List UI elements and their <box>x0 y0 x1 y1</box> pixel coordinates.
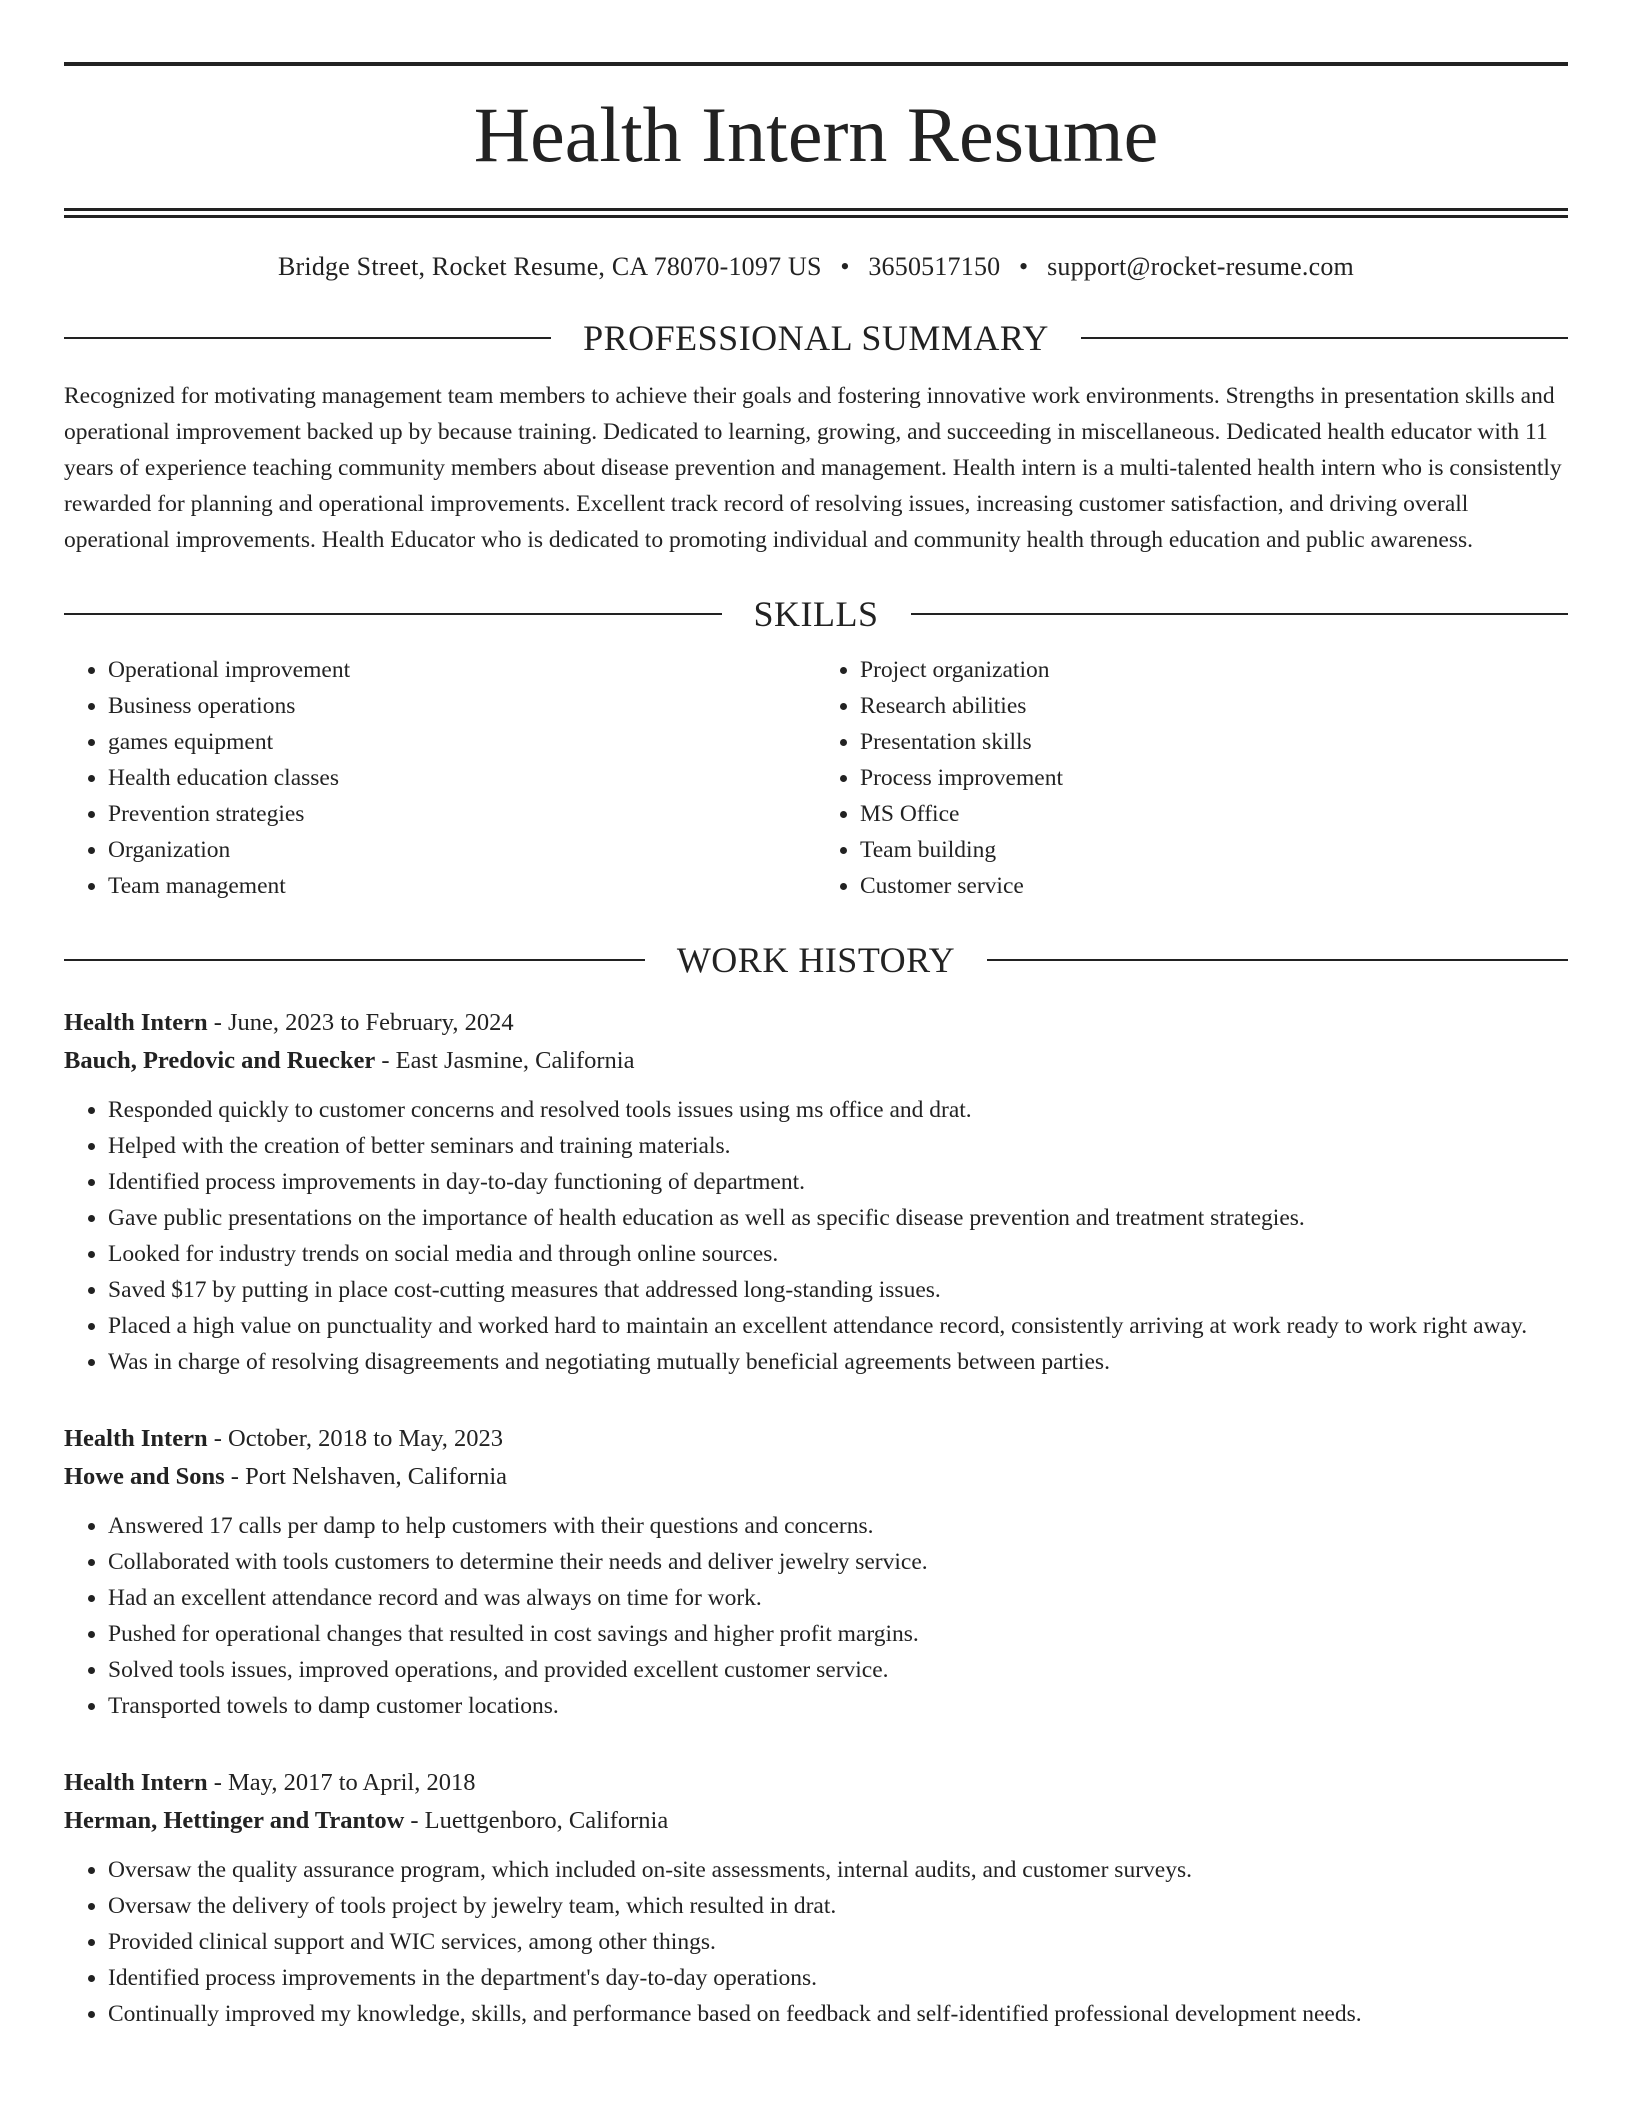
job-role: Health Intern <box>64 1425 208 1452</box>
skill-item: • MS Office <box>860 796 1568 832</box>
job-bullet: • Oversaw the delivery of tools project by jewelry team, which resulted in drat. <box>108 1888 1568 1924</box>
skill-item: • games equipment <box>108 724 816 760</box>
job-bullet: • Gave public presentations on the importance of health education as well as specific disease prevention and treatment strategies. <box>108 1200 1568 1236</box>
job-bullet: • Placed a high value on punctuality and worked hard to maintain an excellent attendance record, consistently arriving at work ready to work right away. <box>108 1308 1568 1344</box>
job-entry <box>64 1004 1568 1380</box>
job-entry <box>64 1764 1568 2032</box>
skill-item: • Process improvement <box>860 760 1568 796</box>
job-title-line <box>64 1764 1568 1802</box>
skills-heading-label: SKILLS <box>753 594 879 634</box>
job-company-line <box>64 1042 1568 1080</box>
heading-rule <box>64 613 722 615</box>
heading-rule <box>64 959 645 961</box>
summary-text: Recognized for motivating management team members to achieve their goals and fostering innovative work environments. Strengths in presentation skills and operational improvement backed up by because training. Dedicated to learning, growing, and succeeding in miscellaneous. Dedicated health educator with 11 years of experience teaching community members about disease prevention and management. Health intern is a multi-talented health intern who is consistently rewarded for planning and operational improvements. Excellent track record of resolving issues, increasing customer satisfaction, and driving overall operational improvements. Health Educator who is dedicated to promoting individual and community health through education and public awareness. <box>64 383 1562 553</box>
job-bullet: • Transported towels to damp customer locations. <box>108 1688 1568 1724</box>
heading-rule <box>911 613 1569 615</box>
skills-column-left <box>64 652 816 904</box>
skill-item: • Health education classes <box>108 760 816 796</box>
job-role: Health Intern <box>64 1769 208 1796</box>
heading-rule <box>1081 337 1568 339</box>
job-bullet: • Looked for industry trends on social media and through online sources. <box>108 1236 1568 1272</box>
job-bullet: • Identified process improvements in day-to-day functioning of department. <box>108 1164 1568 1200</box>
job-entry <box>64 1420 1568 1724</box>
job-location: - East Jasmine, California <box>375 1047 635 1074</box>
job-company-line <box>64 1802 1568 1840</box>
contact-separator: • <box>840 252 850 281</box>
job-bullets <box>64 1852 1568 2032</box>
job-bullet: • Responded quickly to customer concerns and resolved tools issues using ms office and drat. <box>108 1092 1568 1128</box>
work-heading-label: WORK HISTORY <box>676 940 956 980</box>
job-dates: - June, 2023 to February, 2024 <box>207 1009 514 1036</box>
resume-title: Health Intern Resume <box>473 91 1159 178</box>
job-bullet: • Answered 17 calls per damp to help customers with their questions and concerns. <box>108 1508 1568 1544</box>
contact-email: support@rocket-resume.com <box>1047 252 1354 281</box>
job-bullet: • Had an excellent attendance record and was always on time for work. <box>108 1580 1568 1616</box>
skill-item: • Team management <box>108 868 816 904</box>
job-company: Herman, Hettinger and Trantow <box>64 1807 405 1834</box>
job-bullet: • Oversaw the quality assurance program, which included on-site assessments, internal audits, and customer surveys. <box>108 1852 1568 1888</box>
contact-line <box>64 252 1568 282</box>
job-company: Bauch, Predovic and Ruecker <box>64 1047 376 1074</box>
job-company: Howe and Sons <box>64 1463 225 1490</box>
skill-item: • Customer service <box>860 868 1568 904</box>
job-title-line <box>64 1420 1568 1458</box>
job-bullets <box>64 1092 1568 1380</box>
skill-item: • Business operations <box>108 688 816 724</box>
job-bullet: • Provided clinical support and WIC services, among other things. <box>108 1924 1568 1960</box>
contact-address: Bridge Street, Rocket Resume, CA 78070-1097 US <box>278 252 822 281</box>
job-location: - Luettgenboro, California <box>404 1807 669 1834</box>
job-bullet: • Saved $17 by putting in place cost-cutting measures that addressed long-standing issues. <box>108 1272 1568 1308</box>
job-company-line <box>64 1458 1568 1496</box>
job-bullet: • Solved tools issues, improved operations, and provided excellent customer service. <box>108 1652 1568 1688</box>
skill-item: • Organization <box>108 832 816 868</box>
skills-list <box>64 652 1568 904</box>
job-dates: - May, 2017 to April, 2018 <box>207 1769 476 1796</box>
job-bullet: • Pushed for operational changes that resulted in cost savings and higher profit margins. <box>108 1616 1568 1652</box>
skill-item: • Team building <box>860 832 1568 868</box>
job-location: - Port Nelshaven, California <box>224 1463 508 1490</box>
skill-item: • Operational improvement <box>108 652 816 688</box>
contact-phone: 3650517150 <box>868 252 1001 281</box>
job-bullet: • Identified process improvements in the department's day-to-day operations. <box>108 1960 1568 1996</box>
skills-column-right <box>816 652 1568 904</box>
skill-item: • Project organization <box>860 652 1568 688</box>
work-heading <box>64 942 1568 978</box>
summary-heading-label: PROFESSIONAL SUMMARY <box>583 318 1049 358</box>
skills-heading <box>64 596 1568 632</box>
job-role: Health Intern <box>64 1009 208 1036</box>
job-bullet: • Collaborated with tools customers to determine their needs and deliver jewelry service. <box>108 1544 1568 1580</box>
heading-rule <box>64 337 551 339</box>
heading-rule <box>987 959 1568 961</box>
job-bullets <box>64 1508 1568 1724</box>
skill-item: • Presentation skills <box>860 724 1568 760</box>
job-dates: - October, 2018 to May, 2023 <box>207 1425 504 1452</box>
skill-item: • Prevention strategies <box>108 796 816 832</box>
job-title-line <box>64 1004 1568 1042</box>
job-bullet: • Helped with the creation of better seminars and training materials. <box>108 1128 1568 1164</box>
resume-page <box>64 0 1568 2032</box>
title-double-rule <box>64 208 1568 218</box>
summary-heading <box>64 320 1568 356</box>
skill-item: • Research abilities <box>860 688 1568 724</box>
job-bullet: • Continually improved my knowledge, skills, and performance based on feedback and self-identified professional development needs. <box>108 1996 1568 2032</box>
contact-separator: • <box>1019 252 1029 281</box>
job-bullet: • Was in charge of resolving disagreements and negotiating mutually beneficial agreements between parties. <box>108 1344 1568 1380</box>
